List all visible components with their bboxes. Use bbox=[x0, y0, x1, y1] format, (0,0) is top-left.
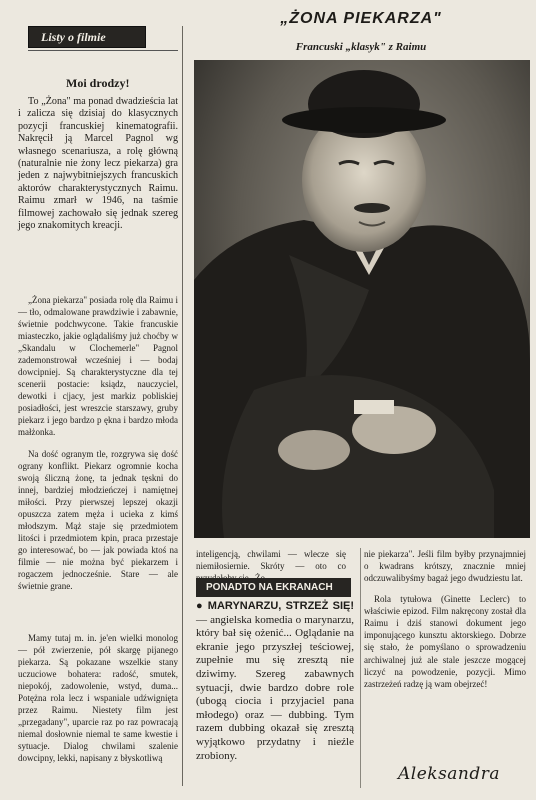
paragraph: „Żona piekarza" posiada rolę dla Raimu i — tło, odmalowane prawdziwie i zabawnie, świetnie podchwycone. Takie francuskie miasteczko, jakie oglądaliśmy już choćby w „Skandalu w Clochemerle" Pagnol zademonstrował wcześniej i — bodaj dowcipniej. Są charakterystyczne dla tej scenerii postacie: ksiądz, nauczyciel, dewotki i c|jacy, jest markiz pobliskiej posiadłości, jest wreszcie starszawy, gruby piekarz i jego bardzo p ękna i bardzo młoda małżonka. bbox=[18, 295, 178, 437]
sidebar-paragraph bbox=[196, 600, 354, 763]
paragraph: To „Żona" ma ponad dwadzieścia lat i zalicza się dzisiaj do klasycznych pozycji francuskiej kinematografii. Nakręcił ją Marcel Pagnol wg własnego scenariusza, a rolę główną (naturalnie nie żony lecz piekarza) gra jeden z najwybitniejszych francuskich aktorów charakterystycznych Raimu. Raimu zmarł w 1946, na taśmie filmowej zachowało się jednak szereg jego znakomitych kreacji. bbox=[18, 96, 178, 232]
paragraph: Mamy tutaj m. in. je'en wielki monolog — pół zwierzenie, pół skargę pijanego piekarza. Są pokazane wszelkie stany uczuciowe bohatera: radość, smutek, niepokój, zadowolenie, wstyd, duma... Potężna rola lecz i wspaniale udźwignięta przez Raimu. Niestety film jest „przegadany", uparcie raz po raz powracają niemal dosłownie niemal te same kwestie i sytuacje. Dialog chwilami szalenie dowcipny, lekki, napisany z błyskotliwą bbox=[18, 633, 178, 763]
paragraph: nie piekarza". Jeśli film byłby przynajmniej o kwadrans krótszy, znacznie mniej odczuwalibyśmy bagaż jego dwudziestu lat. bbox=[364, 549, 526, 584]
sidebar-review bbox=[196, 600, 354, 794]
article-title: „ŻONA PIEKARZA" bbox=[280, 10, 442, 27]
portrait-image bbox=[194, 60, 530, 538]
section-banner: PONADTO NA EKRANACH bbox=[196, 578, 351, 597]
column-2-continuation bbox=[196, 548, 346, 574]
sidebar-film-title: MARYNARZU, STRZEŻ SIĘ! bbox=[207, 600, 354, 612]
sidebar-text: — angielska komedia o marynarzu, który bał się ożenić... Oglądanie na ekranie jego przyszłej teściowej, zupełnie mu się zresztą nie dziwimy. Szereg zabawnych sytuacji, dwie bardzo dobre role (ubogą ciocia i przyjaciel pana młodego) oraz — dubbing. Tym razem dubbing okazał się zresztą wyjątkowo przydatny i nieźle zrobiony. bbox=[196, 613, 354, 762]
paragraph: inteligencją, chwilami — wlecze się niemiłosiernie. Skróty — oto co bbox=[196, 549, 346, 571]
bullet-icon: ● bbox=[196, 600, 204, 612]
column-1-bottom bbox=[18, 632, 178, 794]
author-signature: Aleksandra bbox=[398, 764, 501, 784]
paragraph: Rola tytułowa (Ginette Leclerc) to właściwie epizod. Film nakręcony został dla Raimu i dziś stanowi dokument jego imponującego kunsztu aktorskiego. Dobrze się stało, że pomyślano o sprowadzeniu archiwalnej już ale stale jeszcze mogącej liczyć na powodzenie, pozycji. Mimo zastrzeżeń radzę ją wam obejrzeć! bbox=[364, 593, 526, 690]
column-1-middle bbox=[18, 294, 178, 624]
column-divider bbox=[182, 26, 183, 786]
column-3 bbox=[364, 548, 526, 748]
article-subtitle: Francuski „klasyk" z Raimu bbox=[295, 41, 427, 53]
portrait-photo bbox=[194, 60, 530, 538]
letter-greeting: Moi drodzy! bbox=[66, 76, 130, 90]
paragraph: Na dość ogranym tle, rozgrywa się dość ograny konflikt. Piekarz ogromnie kocha swoją śliczną żonę, ta jednak tęskni do innej, bardziej młodzieńczej i namiętnej miłości. Przy pierwszej lepszej okazji opuszcza zatem męża i ucieka z kimś młodszym. Mąż staje się przedmiotem litości i przedmiotem kpin, praca przestaje go interesować, bo — jak powiada ktoś na filmie — nie można być piekarzem i rogaczem jednocześnie. Stare — ale świetnie grane. bbox=[18, 449, 178, 591]
header-rule bbox=[28, 50, 178, 51]
column-divider-2 bbox=[360, 548, 361, 788]
column-1-top bbox=[18, 96, 178, 280]
section-label: Listy o filmie bbox=[28, 26, 146, 48]
